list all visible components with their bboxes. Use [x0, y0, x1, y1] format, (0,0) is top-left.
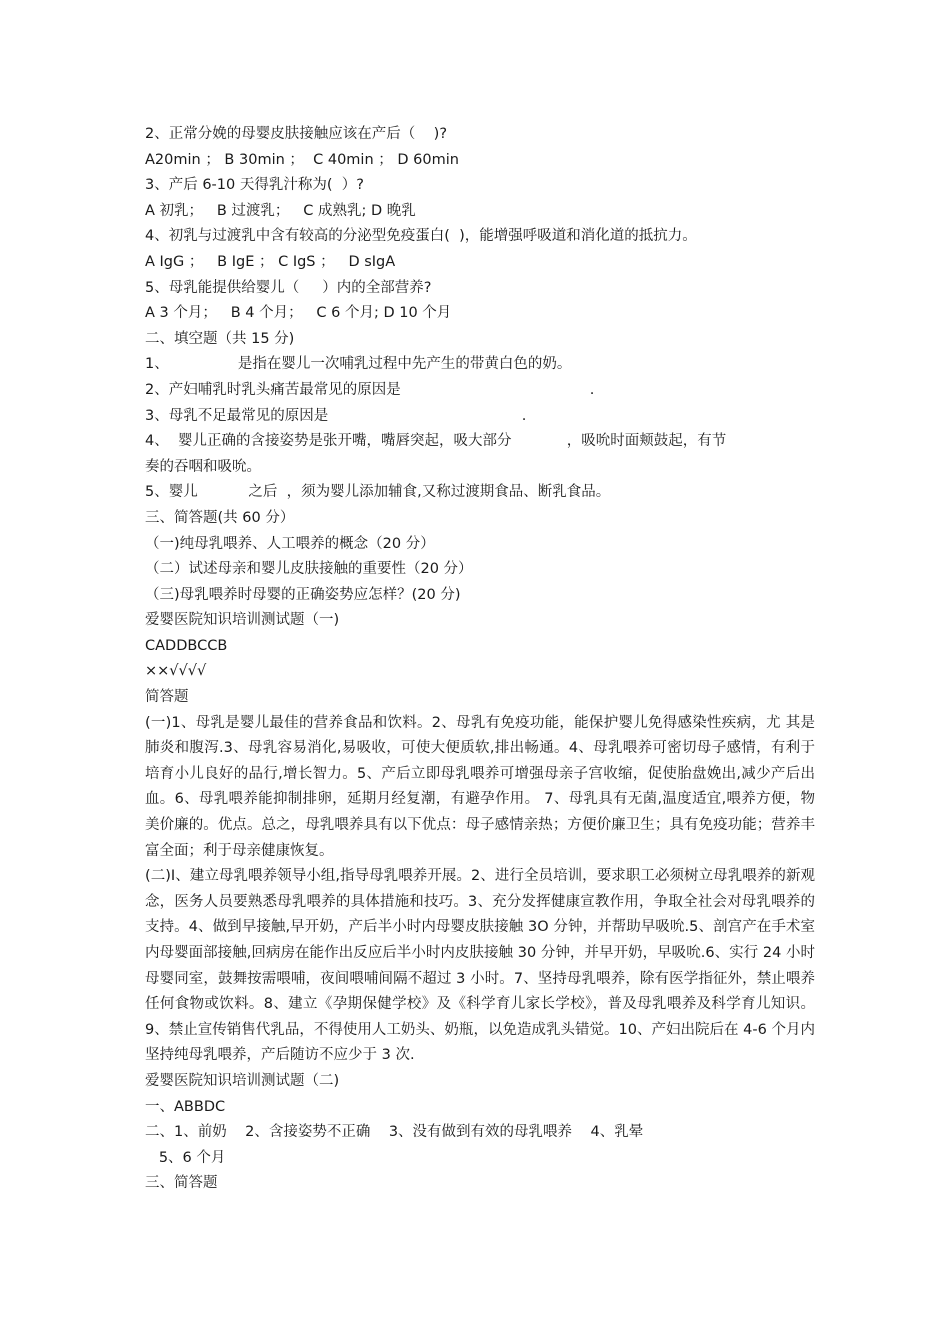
- question-2: 2、正常分娩的母婴皮肤接触应该在产后（ )?: [145, 126, 448, 142]
- short-answer-3: （三)母乳喂养时母婴的正确姿势应怎样？(20 分): [145, 586, 461, 603]
- answer-2-paragraph: (二)I、建立母乳喂养领导小组,指导母乳喂养开展。2、进行全员培训，要求职工必须树立母乳喂养的新观念，医务人员要熟悉母乳喂养的具体措施和技巧。3、充分发挥健康宣教作用，争取全社会对母乳喂养的支持。4、做到早接触,早开奶，产后半小时内母婴皮肤接触 3O 分钟，并帮助早吸吮.5、剖宫产在手术室内母婴面部接触,回病房在能作出反应后半小时内皮肤接触 30 分钟，并早开奶，早吸吮.6、实行 24 小时母婴同室，鼓舞按需喂哺，夜间喂哺间隔不超过 3 小时。7、坚持母乳喂养，除有医学指征外，禁止喂养任何食物或饮料。8、建立《孕期保健学校》及《科学育儿家长学校》，普及母乳喂养及科学育儿知识。 9、禁止宣传销售代乳品，不得使用人工奶头、奶瓶，以免造成乳头错觉。10、产妇出院后在 4-6 个月内坚持纯母乳喂养，产后随访不应少于 3 次.: [145, 868, 815, 1064]
- short-answer-2: （二）试述母亲和婴儿皮肤接触的重要性（20 分）: [145, 561, 473, 578]
- fill-blank-1: 1、 是指在婴儿一次哺乳过程中先产生的带黄白色的奶。: [145, 356, 572, 373]
- question-5-options: A 3 个月； B 4 个月； C 6 个月; D 10 个月: [145, 305, 452, 322]
- answer-key-1-short-heading: 简答题: [145, 689, 189, 706]
- short-answer-1: （一)纯母乳喂养、人工喂养的概念（20 分）: [145, 535, 435, 552]
- answer-key-2-title: 爱婴医院知识培训测试题（二): [145, 1072, 340, 1089]
- answer-key-1-title: 爱婴医院知识培训测试题（一): [145, 612, 340, 629]
- question-4-options: A IgG ； B IgE ； C IgS ； D sIgA: [145, 253, 396, 270]
- answer-key-2-fill-blank: 二、1、前奶 2、含接姿势不正确 3、没有做到有效的母乳喂养 4、乳晕: [145, 1124, 644, 1141]
- answer-key-2-fill-blank-continued: 5、6 个月: [145, 1149, 226, 1166]
- question-5: 5、母乳能提供给婴儿（ ）内的全部营养?: [145, 279, 432, 296]
- question-3: 3、产后 6-10 天得乳汁称为( ）?: [145, 177, 364, 194]
- answer-key-2-short-heading: 三、简答题: [145, 1175, 218, 1192]
- fill-blank-5: 5、婴儿 之后 ，须为婴儿添加辅食,又称过渡期食品、断乳食品。: [145, 484, 611, 501]
- section-short-answer-heading: 三、简答题(共 60 分）: [145, 509, 295, 526]
- fill-blank-4-continued: 奏的吞咽和吸吮。: [145, 458, 261, 475]
- answer-key-2-choices: 一、ABBDC: [145, 1098, 226, 1115]
- section-fill-blank-heading: 二、填空题（共 15 分): [145, 330, 295, 347]
- fill-blank-3: 3、母乳不足最常见的原因是 .: [145, 407, 527, 424]
- answer-1-paragraph: (一)1、母乳是婴儿最佳的营养食品和饮料。2、母乳有免疫功能，能保护婴儿免得感染性疾病，尤 其是肺炎和腹泻.3、母乳容易消化,易吸收，可使大便质软,排出畅通。4、母乳喂养可密切母子感情，有利于培育小儿良好的品行,增长智力。5、产后立即母乳喂养可增强母亲子宫收缩，促使胎盘娩出,减少产后出血。6、母乳喂养能抑制排卵，延期月经复潮，有避孕作用。 7、母乳具有无菌,温度适宜,喂养方便，物美价廉的。优点。总之，母乳喂养具有以下优点：母子感情亲热；方便价廉卫生；具有免疫功能；营养丰富全面；利于母亲健康恢复。: [145, 714, 815, 859]
- question-3-options: A 初乳； B 过渡乳； C 成熟乳; D 晚乳: [145, 202, 416, 219]
- answer-key-1-choices: CADDBCCB: [145, 637, 228, 654]
- answer-key-1-true-false: ××√√√√: [145, 663, 207, 680]
- fill-blank-4: 4、 婴儿正确的含接姿势是张开嘴，嘴唇突起，吸大部分 ，吸吮时面颊鼓起，有节: [145, 433, 727, 450]
- document-body: [145, 122, 815, 1197]
- question-2-options: A20min ； B 30min ； C 40min ； D 60min: [145, 151, 459, 168]
- fill-blank-2: 2、产妇哺乳时乳头痛苦最常见的原因是 .: [145, 381, 595, 398]
- question-4: 4、初乳与过渡乳中含有较高的分泌型免疫蛋白( )，能增强呼吸道和消化道的抵抗力。: [145, 228, 697, 245]
